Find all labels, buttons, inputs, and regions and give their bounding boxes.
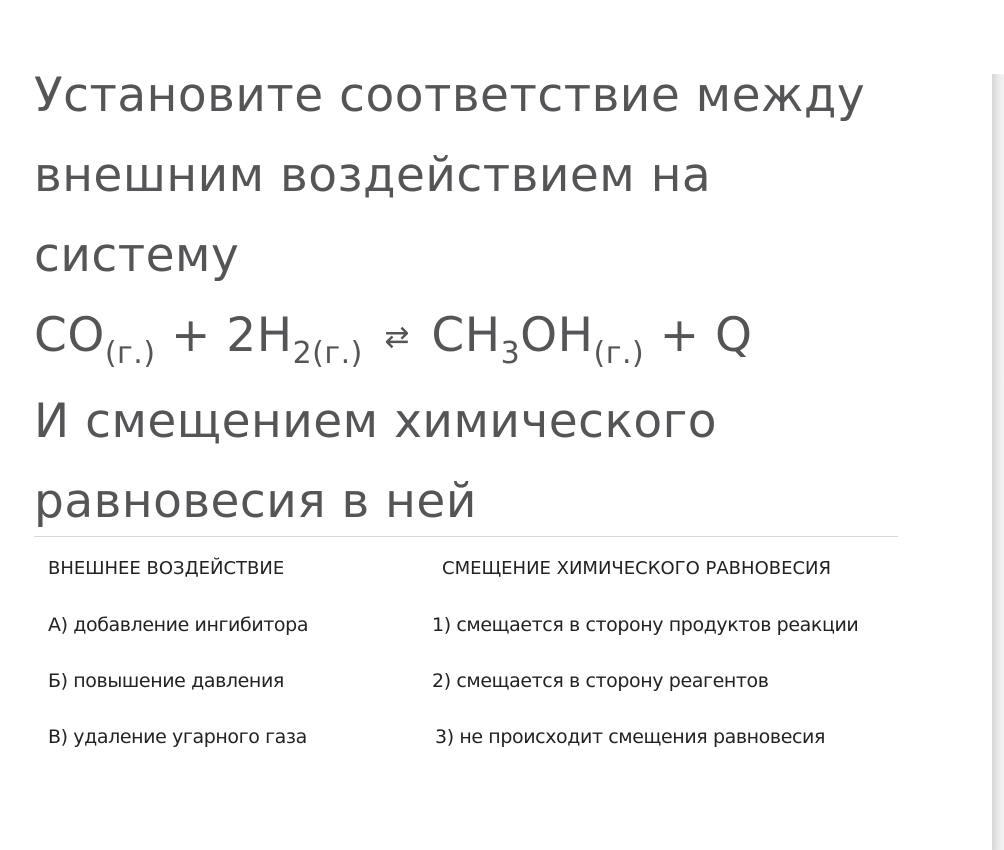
equation-oh-phase: (г.) (593, 336, 645, 371)
right-item-1: 1) смещается в сторону продуктов реакции (432, 614, 859, 636)
equation-h2-subscript: 2(г.) (292, 336, 363, 371)
right-item-2: 2) смещается в сторону реагентов (432, 670, 769, 692)
equation-ch3: CH (431, 308, 501, 363)
equation-oh: OH (520, 308, 594, 363)
equation-co-phase: (г.) (104, 336, 156, 371)
question-line-1: Установите соответствие между (34, 68, 866, 123)
left-item-c: В) удаление угарного газа (48, 726, 307, 748)
left-item-a: А) добавление ингибитора (48, 614, 309, 636)
equation-ch3-subscript: 3 (500, 336, 521, 371)
question-line-5: И смещением химического (34, 394, 718, 449)
equation-plus-h2: + 2H (170, 308, 293, 363)
equation-co: CO (34, 308, 105, 363)
equilibrium-arrow: ⇄ (384, 320, 410, 355)
question-line-6: равновесия в ней (34, 474, 477, 529)
equation-plus-q: + Q (659, 308, 753, 363)
left-column-header: ВНЕШНЕЕ ВОЗДЕЙСТВИЕ (48, 558, 285, 579)
question-line-2: внешним воздействием на (34, 148, 712, 203)
left-item-b: Б) повышение давления (48, 670, 284, 692)
right-item-3: 3) не происходит смещения равновесия (435, 726, 826, 748)
right-column-header: СМЕЩЕНИЕ ХИМИЧЕСКОГО РАВНОВЕСИЯ (442, 558, 831, 579)
question-line-3: систему (34, 228, 240, 283)
